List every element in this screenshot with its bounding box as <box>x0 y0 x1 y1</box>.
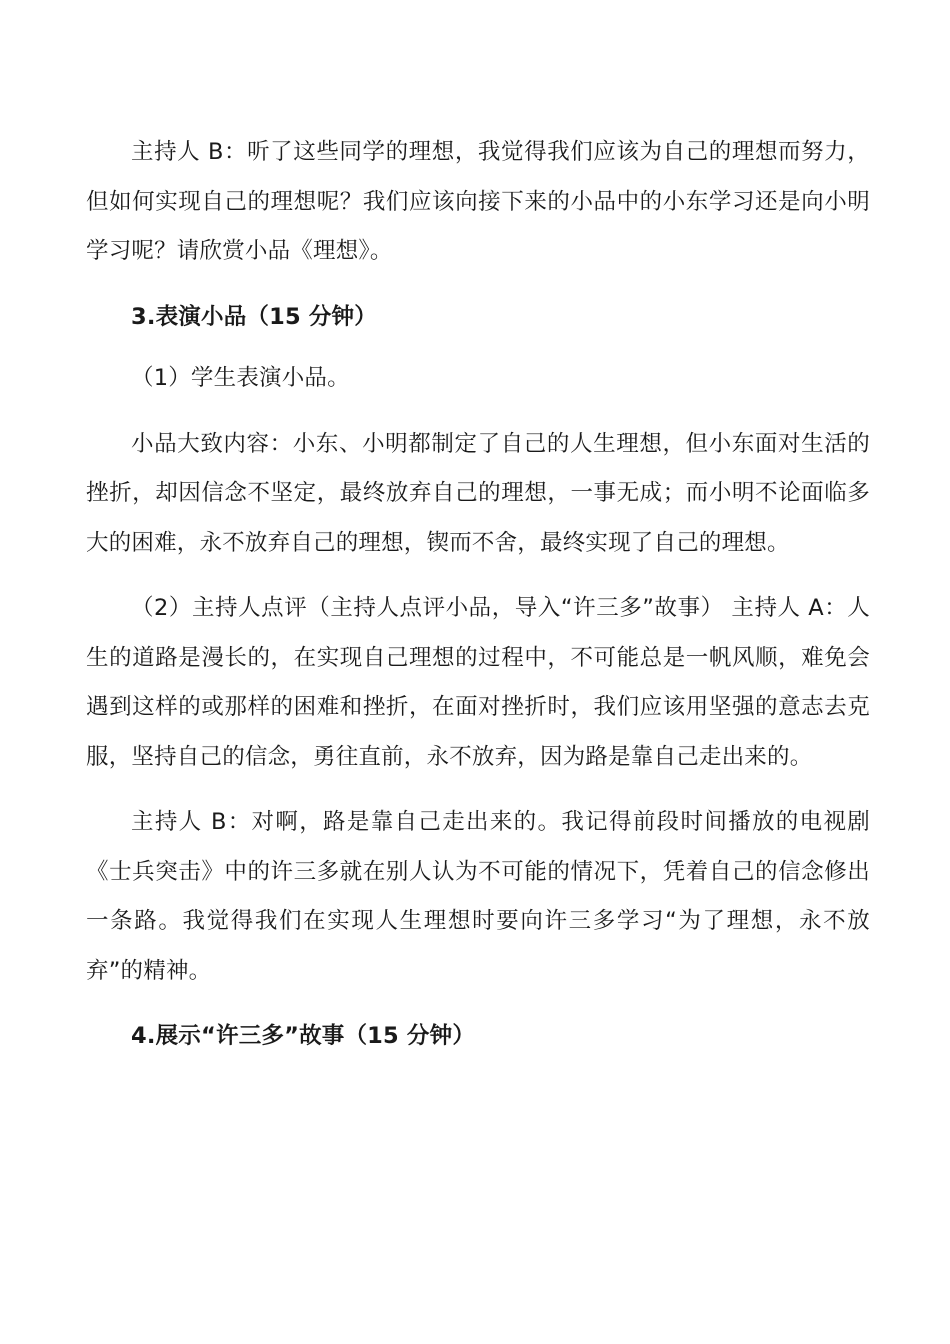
section-3-heading: 3.表演小品（15 分钟） <box>131 303 377 330</box>
step-1-paragraph: （1）学生表演小品。 <box>131 365 350 391</box>
skit-summary-paragraph: 小品大致内容：小东、小明都制定了自己的人生理想，但小东面对生活的挫折，却因信念不坚定，最终放弃自己的理想，一事无成；而小明不论面临多大的困难，永不放弃自己的理想，锲而不舍，最终实现了自己的理想。 <box>86 430 870 556</box>
host-b-reply-paragraph: 主持人 B：对啊，路是靠自己走出来的。我记得前段时间播放的电视剧《士兵突击》中的许三多就在别人认为不可能的情况下，凭着自己的信念修出一条路。我觉得我们在实现人生理想时要向许三多学习“为了理想，永不放弃”的精神。 <box>86 809 870 984</box>
document-page <box>86 128 870 1078</box>
host-b-intro-paragraph: 主持人 B：听了这些同学的理想，我觉得我们应该为自己的理想而努力，但如何实现自己的理想呢？我们应该向接下来的小品中的小东学习还是向小明学习呢？请欣赏小品《理想》。 <box>86 139 870 264</box>
host-a-comment-paragraph: （2）主持人点评（主持人点评小品，导入“许三多”故事） 主持人 A：人生的道路是漫长的，在实现自己理想的过程中，不可能总是一帆风顺，难免会遇到这样的或那样的困难和挫折，在面对挫折时，我们应该用坚强的意志去克服，坚持自己的信念，勇往直前，永不放弃，因为路是靠自己走出来的。 <box>86 595 870 770</box>
section-4-heading: 4.展示“许三多”故事（15 分钟） <box>131 1023 476 1049</box>
